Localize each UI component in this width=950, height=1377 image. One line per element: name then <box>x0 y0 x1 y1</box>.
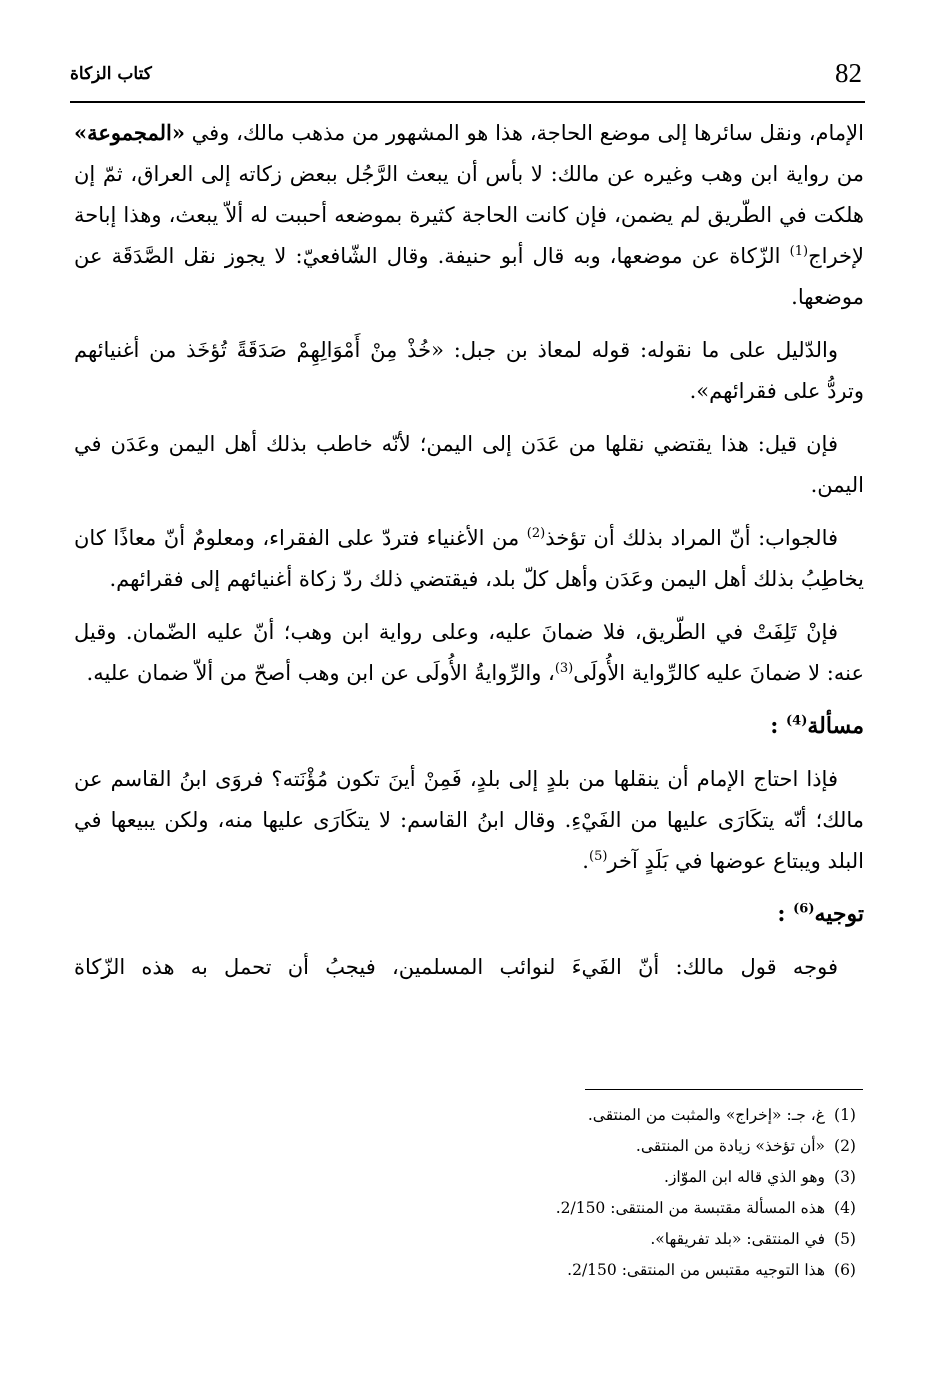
footnote-rule <box>585 1089 863 1090</box>
section-heading-tawjih <box>74 894 864 935</box>
paragraph-3: فإن قيل: هذا يقتضي نقلها من عَدَن إلى اليمن؛ لأنّه خاطب بذلك أهل اليمن وعَدَن في اليمن. <box>74 432 864 497</box>
footnote-ref-4: (4) <box>786 713 808 729</box>
p6-text-1: فإذا احتاج الإمام أن ينقلها من بلدٍ إلى بلدٍ، فَمِنْ أينَ تكون مُؤْنَته؟ فروَى ابنُ القاسم عن مالك؛ أنّه يتكَارَى عليها من الفَيْءِ. وقال ابنُ القاسم: لا يتكَارَى عليها منه، ولكن يبيعها في البلد ويبتاع عوضها في بَلَدٍ آخر <box>74 767 864 873</box>
footnote-text: هذا التوجيه مقتبس من المنتقى: 2/150. <box>567 1261 825 1279</box>
p5-text-2: ، والرِّوايةُ الأُولَى عن ابن وهب أصحّ من ألاّ ضمان عليه. <box>86 661 555 685</box>
p1-text-3: الزّكاة عن موضعها، وبه قال أبو حنيفة. وقال الشّافعيّ: لا يجوز نقل الصَّدَقَة عن موضعها. <box>74 244 864 309</box>
page-number: 82 <box>835 58 862 88</box>
paragraph-7: فوجه قول مالك: أنّ الفَيءَ لنوائب المسلمين، فيجبُ أن تحمل به هذه الزّكاة <box>74 955 838 979</box>
footnote-number: (3) <box>834 1168 856 1186</box>
header-rule <box>70 101 865 103</box>
footnote-4 <box>300 1193 865 1224</box>
footnote-number: (2) <box>834 1137 856 1155</box>
footnote-text: في المنتقى: «بلد تفريقها». <box>650 1230 825 1248</box>
paragraph-1 <box>74 112 864 318</box>
running-title: كتاب الزكاة <box>70 64 152 84</box>
footnote-ref-6: (6) <box>793 901 815 917</box>
footnote-ref-2: (2) <box>526 526 546 541</box>
section-heading-masala <box>74 706 864 747</box>
footnote-number: (1) <box>834 1106 856 1124</box>
footnote-text: «أن تؤخذ» زيادة من المنتقى. <box>635 1137 825 1155</box>
p1-text-2: من رواية ابن وهب وغيره عن مالك: لا بأس أن يبعث الرَّجُل ببعض زكاته إلى العراق، ثمّ إن هلكت في الطّريق لم يضمن، فإن كانت الحاجة كثيرة بموضعه أحببت له ألاّ يبعث، وهذا إباحة لإخراج <box>74 162 864 268</box>
p1-bold-title: «المجموعة» <box>74 120 185 145</box>
p1-text-1: الإمام، ونقل سائرها إلى موضع الحاجة، هذا هو المشهور من مذهب مالك، وفي <box>184 121 864 145</box>
footnote-text: هذه المسألة مقتبسة من المنتقى: 2/150. <box>555 1199 825 1217</box>
footnotes <box>300 1100 865 1286</box>
heading-2-text: توجيه <box>814 901 864 927</box>
paragraph-6 <box>74 759 864 882</box>
footnote-text: وهو الذي قاله ابن الموّاز. <box>664 1168 825 1186</box>
footnote-2 <box>300 1131 865 1162</box>
p4-text-2: من الأغنياء فتردّ على الفقراء، ومعلومٌ أنّ معاذًا كان يخاطِبُ بذلك أهل اليمن وعَدَن وأهل كلّ بلد، فيقتضي ذلك ردّ زكاة أغنيائهم إلى فقرائهم. <box>74 526 864 591</box>
paragraph-5 <box>74 612 864 694</box>
heading-1-text: مسألة <box>807 713 864 739</box>
footnote-ref-1: (1) <box>789 244 809 259</box>
footnote-number: (6) <box>834 1261 856 1279</box>
page-header <box>70 58 862 98</box>
footnote-number: (5) <box>834 1230 856 1248</box>
footnote-text: غ، جـ: «إخراج» والمثبت من المنتقى. <box>587 1106 825 1124</box>
paragraph-2: والدّليل على ما نقوله: قوله لمعاذ بن جبل: «خُذْ مِنْ أَمْوَالِهِمْ صَدَقَةً تُؤخَذ من أغنيائهم وتردُّ على فقرائهم». <box>74 338 864 403</box>
p4-text-1: فالجواب: أنّ المراد بذلك أن تؤخذ <box>545 526 839 550</box>
footnote-1 <box>300 1100 865 1131</box>
footnote-6 <box>300 1255 865 1286</box>
footnote-ref-5: (5) <box>588 849 608 864</box>
main-text <box>74 112 864 1000</box>
heading-2-colon: : <box>777 901 786 927</box>
paragraph-4 <box>74 518 864 600</box>
heading-1-colon: : <box>770 713 779 739</box>
p5-text-1: فإنْ تَلِفَتْ في الطّريق، فلا ضمانَ عليه، وعلى رواية ابن وهب؛ أنّ عليه الضّمان. وقيل عنه: لا ضمانَ عليه كالرِّواية الأُولَى <box>74 620 864 685</box>
footnote-number: (4) <box>834 1199 856 1217</box>
footnote-5 <box>300 1224 865 1255</box>
footnote-3 <box>300 1162 865 1193</box>
p6-text-2: . <box>582 849 589 873</box>
footnote-ref-3: (3) <box>554 661 574 676</box>
